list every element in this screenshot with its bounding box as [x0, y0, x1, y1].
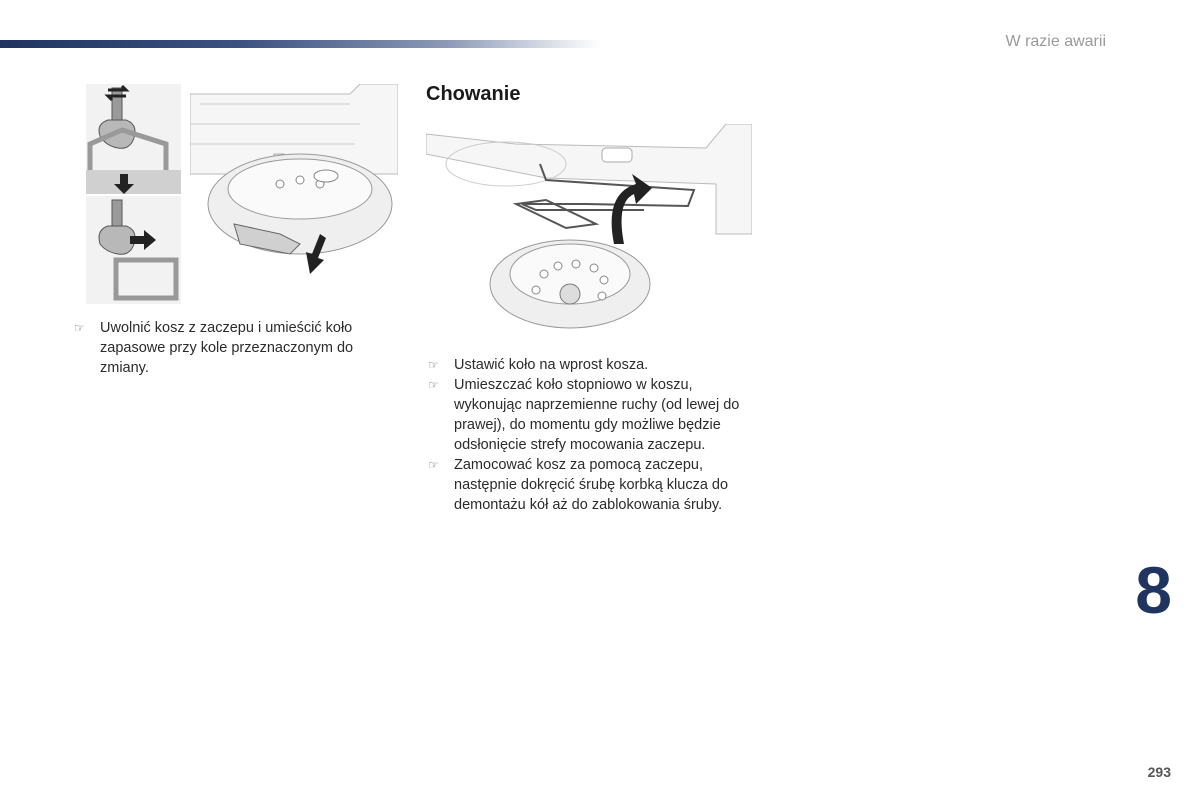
page-number: 293 [1147, 764, 1171, 780]
step-text: Zamocować kosz za pomocą zaczepu, następnie dokręcić śrubę korbką klucza do demontażu kół aż do zablokowania śruby. [454, 457, 729, 513]
step-text: Ustawić koło na wprost kosza. [454, 357, 649, 373]
step-item [426, 355, 756, 375]
step-text: Umieszczać koło stopniowo w koszu, wykonując naprzemienne ruchy (od lewej do prawej), do momentu gdy możliwe będzie odsłonięcie strefy mocowania zaczepu. [454, 377, 740, 453]
step-item [426, 375, 756, 455]
pointing-hand-icon: ☞ [74, 321, 85, 335]
chapter-number: 8 [1135, 553, 1172, 627]
step-item [426, 455, 756, 515]
spare-wheel-release-illustration [190, 84, 398, 284]
section-title: W razie awarii [1005, 33, 1106, 50]
hook-detail-illustration [86, 84, 181, 304]
step-text: Uwolnić kosz z zaczepu i umieścić koło zapasowe przy kole przeznaczonym do zmiany. [100, 320, 354, 376]
right-steps-list [426, 355, 756, 515]
left-steps-list [72, 318, 382, 378]
header-gradient-bar [0, 40, 600, 48]
pointing-hand-icon: ☞ [428, 458, 439, 472]
wheel-stowing-illustration [426, 124, 752, 344]
pointing-hand-icon: ☞ [428, 358, 439, 372]
step-item [72, 318, 382, 378]
section-heading: Chowanie [426, 83, 521, 105]
pointing-hand-icon: ☞ [428, 378, 439, 392]
